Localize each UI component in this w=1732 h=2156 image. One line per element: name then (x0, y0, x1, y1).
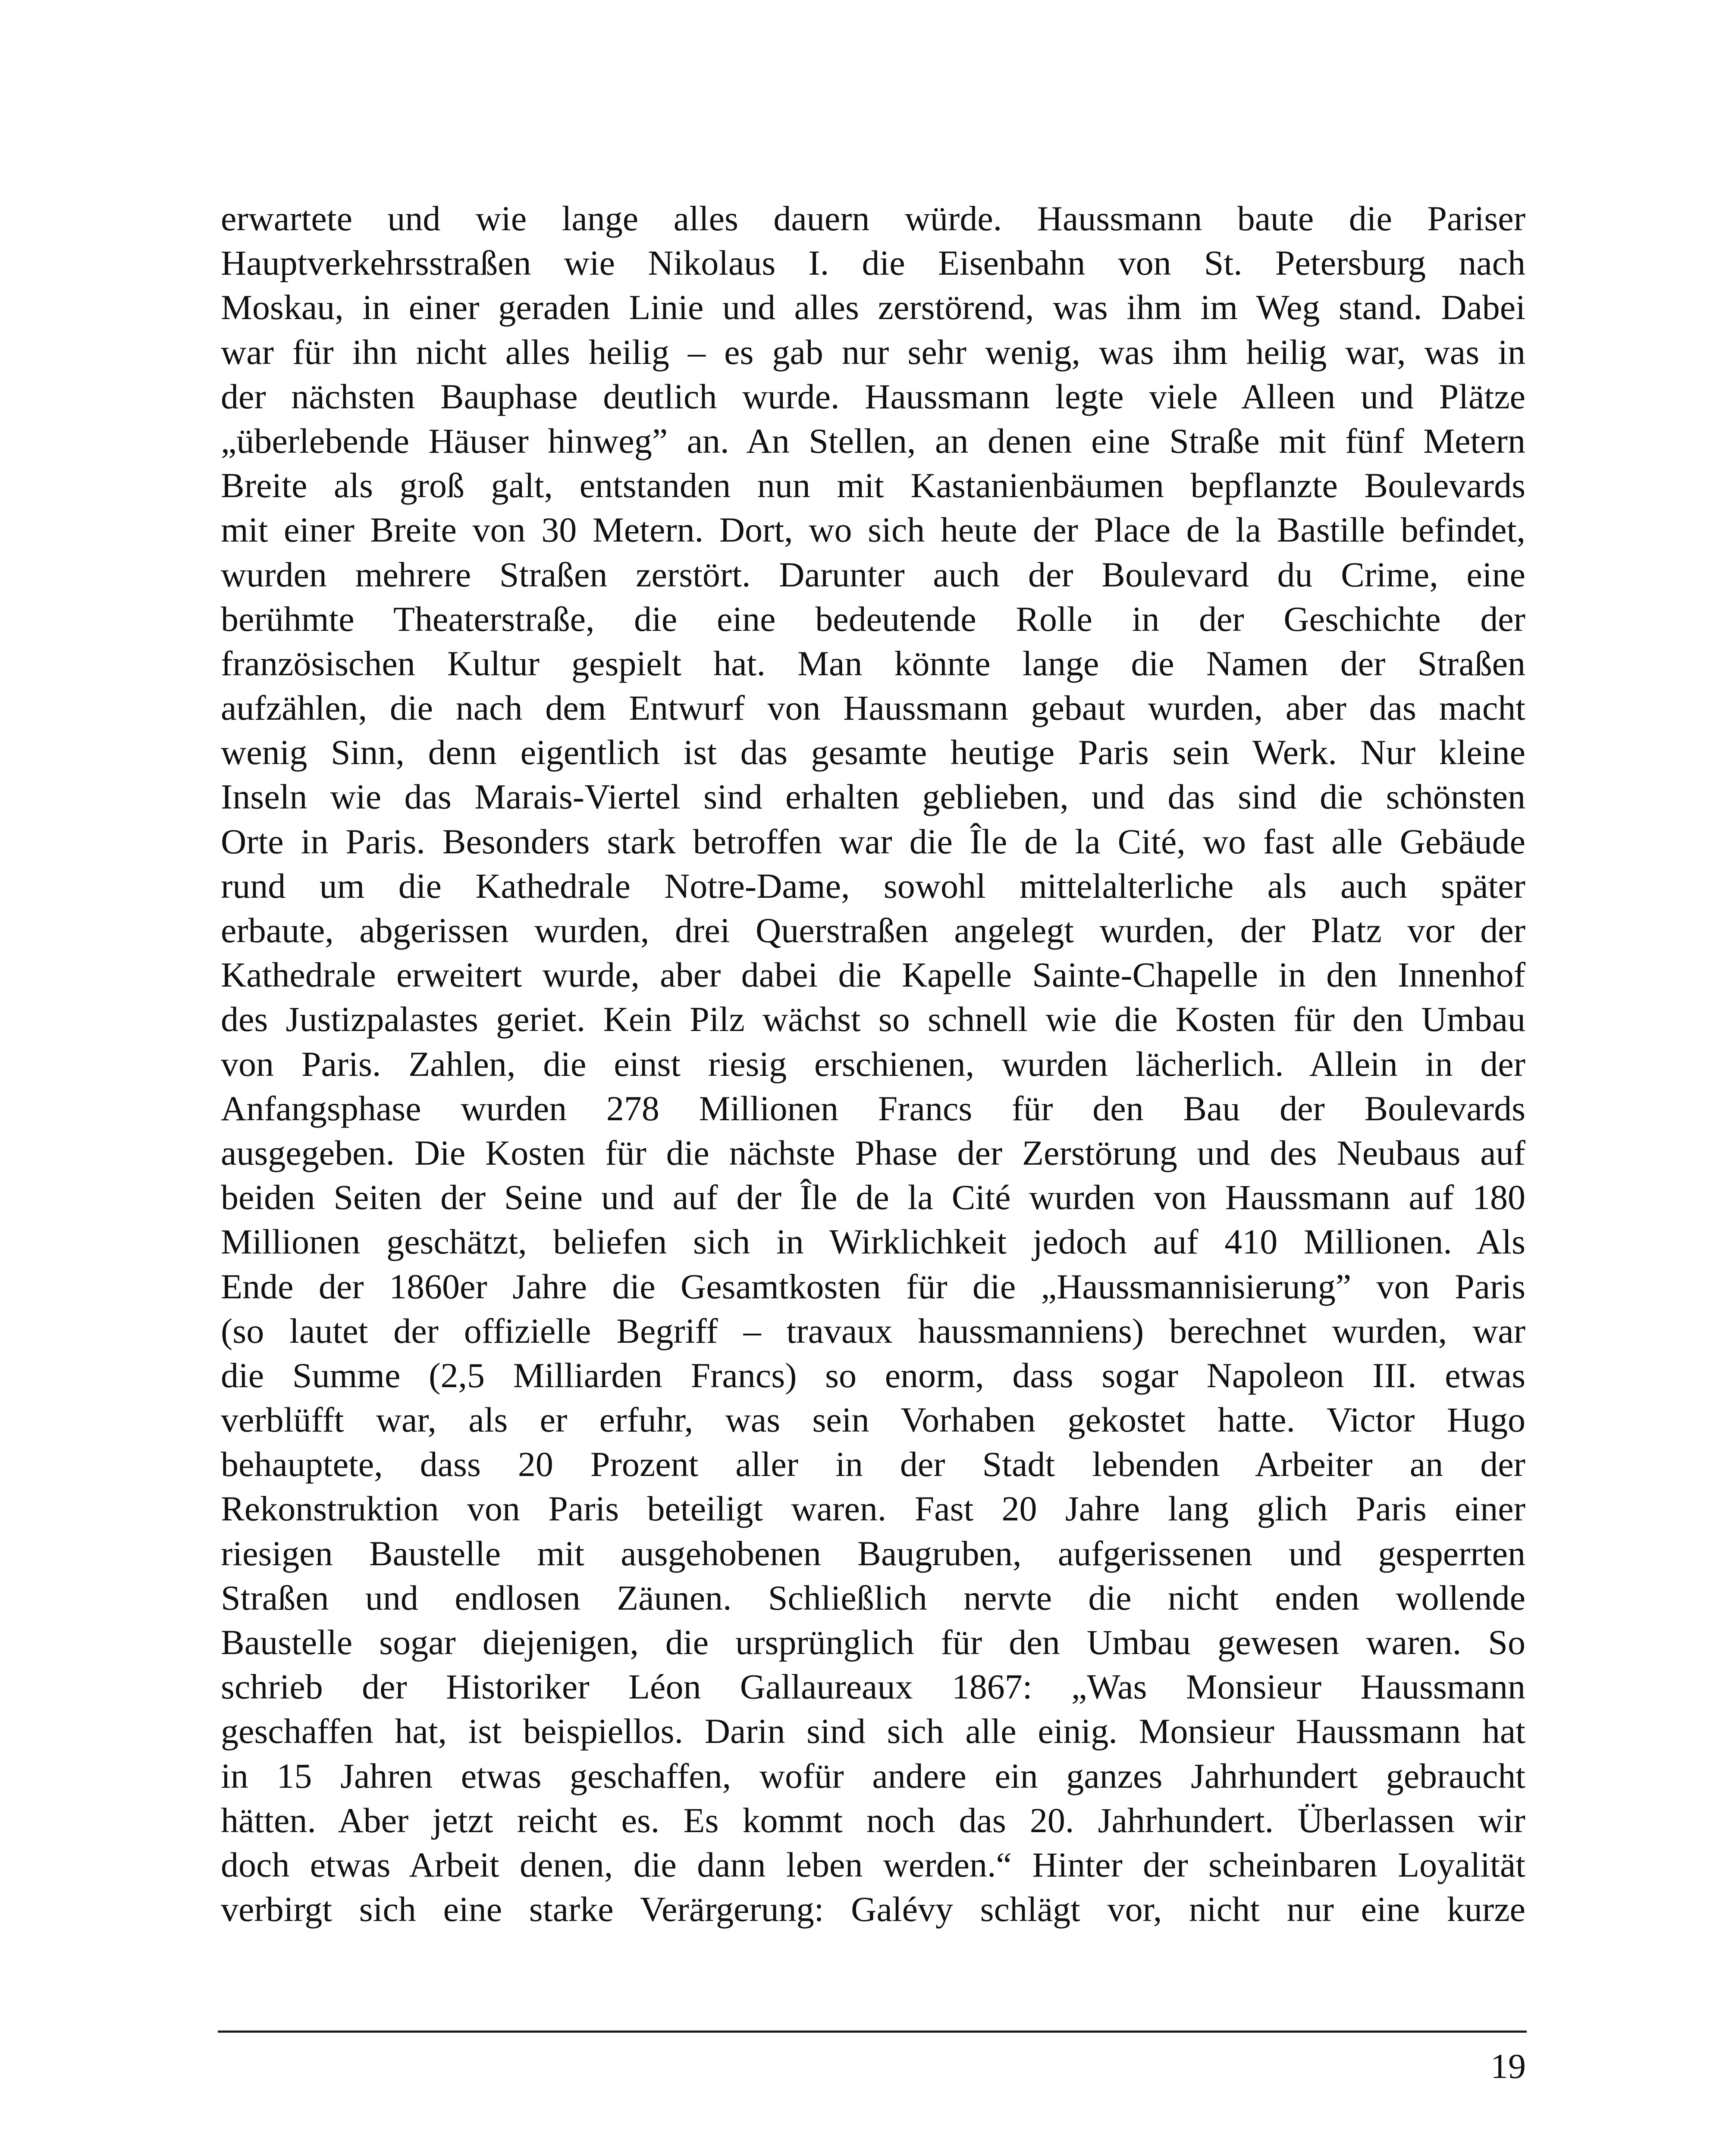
page-number: 19 (1490, 2046, 1526, 2086)
text-line: geschaffen hat, ist beispiellos. Darin sind sich alle einig. Monsieur Haussmann hat (221, 1711, 1525, 1751)
text-line: riesigen Baustelle mit ausgehobenen Baugruben, aufgerissenen und gesperrten (221, 1533, 1525, 1573)
text-line: rund um die Kathedrale Notre-Dame, sowohl mittelalterliche als auch später (221, 866, 1525, 906)
text-line: hätten. Aber jetzt reicht es. Es kommt noch das 20. Jahrhundert. Überlassen wir (221, 1800, 1525, 1840)
text-line: in 15 Jahren etwas geschaffen, wofür andere ein ganzes Jahrhundert gebraucht (221, 1756, 1525, 1796)
text-line: „überlebende Häuser hinweg” an. An Stellen, an denen eine Straße mit fünf Metern (221, 421, 1525, 461)
text-line: Rekonstruktion von Paris beteiligt waren. Fast 20 Jahre lang glich Paris einer (221, 1489, 1525, 1529)
text-line: behauptete, dass 20 Prozent aller in der Stadt lebenden Arbeiter an der (221, 1445, 1525, 1484)
text-line: des Justizpalastes geriet. Kein Pilz wächst so schnell wie die Kosten für den Umbau (221, 1000, 1525, 1039)
text-line: berühmte Theaterstraße, die eine bedeutende Rolle in der Geschichte der (221, 599, 1525, 639)
text-line: verbirgt sich eine starke Verärgerung: Galévy schlägt vor, nicht nur eine kurze (221, 1890, 1525, 1929)
text-line: Hauptverkehrsstraßen wie Nikolaus I. die Eisenbahn von St. Petersburg nach (221, 243, 1525, 283)
text-line: wurden mehrere Straßen zerstört. Darunter auch der Boulevard du Crime, eine (221, 555, 1525, 594)
text-line: der nächsten Bauphase deutlich wurde. Haussmann legte viele Alleen und Plätze (221, 376, 1525, 416)
text-line: von Paris. Zahlen, die einst riesig erschienen, wurden lächerlich. Allein in der (221, 1044, 1525, 1084)
text-line: französischen Kultur gespielt hat. Man könnte lange die Namen der Straßen (221, 643, 1525, 683)
text-line: beiden Seiten der Seine und auf der Île de la Cité wurden von Haussmann auf 180 (221, 1178, 1525, 1217)
text-line: war für ihn nicht alles heilig – es gab nur sehr wenig, was ihm heilig war, was in (221, 332, 1525, 372)
footer-rule (218, 2031, 1527, 2033)
text-line: Inseln wie das Marais-Viertel sind erhalten geblieben, und das sind die schönsten (221, 777, 1525, 817)
text-line: Kathedrale erweitert wurde, aber dabei die Kapelle Sainte-Chapelle in den Innenhof (221, 955, 1525, 995)
text-line: schrieb der Historiker Léon Gallaureaux 1867: „Was Monsieur Haussmann (221, 1667, 1525, 1707)
text-line: aufzählen, die nach dem Entwurf von Haussmann gebaut wurden, aber das macht (221, 688, 1525, 728)
text-line: Baustelle sogar diejenigen, die ursprünglich für den Umbau gewesen waren. So (221, 1623, 1525, 1662)
text-line: Straßen und endlosen Zäunen. Schließlich nervte die nicht enden wollende (221, 1578, 1525, 1617)
text-line: verblüfft war, als er erfuhr, was sein Vorhaben gekostet hatte. Victor Hugo (221, 1400, 1525, 1440)
text-line: (so lautet der offizielle Begriff – travaux haussmanniens) berechnet wurden, war (221, 1311, 1525, 1351)
text-line: die Summe (2,5 Milliarden Francs) so enorm, dass sogar Napoleon III. etwas (221, 1355, 1525, 1395)
text-line: Breite als groß galt, entstanden nun mit Kastanienbäumen bepflanzte Boulevards (221, 466, 1525, 505)
text-line: Millionen geschätzt, beliefen sich in Wirklichkeit jedoch auf 410 Millionen. Als (221, 1222, 1525, 1262)
text-line: Moskau, in einer geraden Linie und alles zerstörend, was ihm im Weg stand. Dabei (221, 288, 1525, 327)
text-line: erwartete und wie lange alles dauern würde. Haussmann baute die Pariser (221, 199, 1525, 238)
text-line: erbaute, abgerissen wurden, drei Querstraßen angelegt wurden, der Platz vor der (221, 911, 1525, 950)
text-line: doch etwas Arbeit denen, die dann leben werden.“ Hinter der scheinbaren Loyalität (221, 1845, 1525, 1884)
text-line: Orte in Paris. Besonders stark betroffen war die Île de la Cité, wo fast alle Gebäude (221, 821, 1525, 861)
text-line: Anfangsphase wurden 278 Millionen Francs für den Bau der Boulevards (221, 1088, 1525, 1128)
text-line: mit einer Breite von 30 Metern. Dort, wo sich heute der Place de la Bastille befindet, (221, 510, 1525, 550)
text-line: ausgegeben. Die Kosten für die nächste Phase der Zerstörung und des Neubaus auf (221, 1133, 1525, 1172)
body-text (221, 196, 1525, 1931)
text-line: Ende der 1860er Jahre die Gesamtkosten für die „Haussmannisierung” von Paris (221, 1266, 1525, 1306)
text-line: wenig Sinn, denn eigentlich ist das gesamte heutige Paris sein Werk. Nur kleine (221, 733, 1525, 772)
